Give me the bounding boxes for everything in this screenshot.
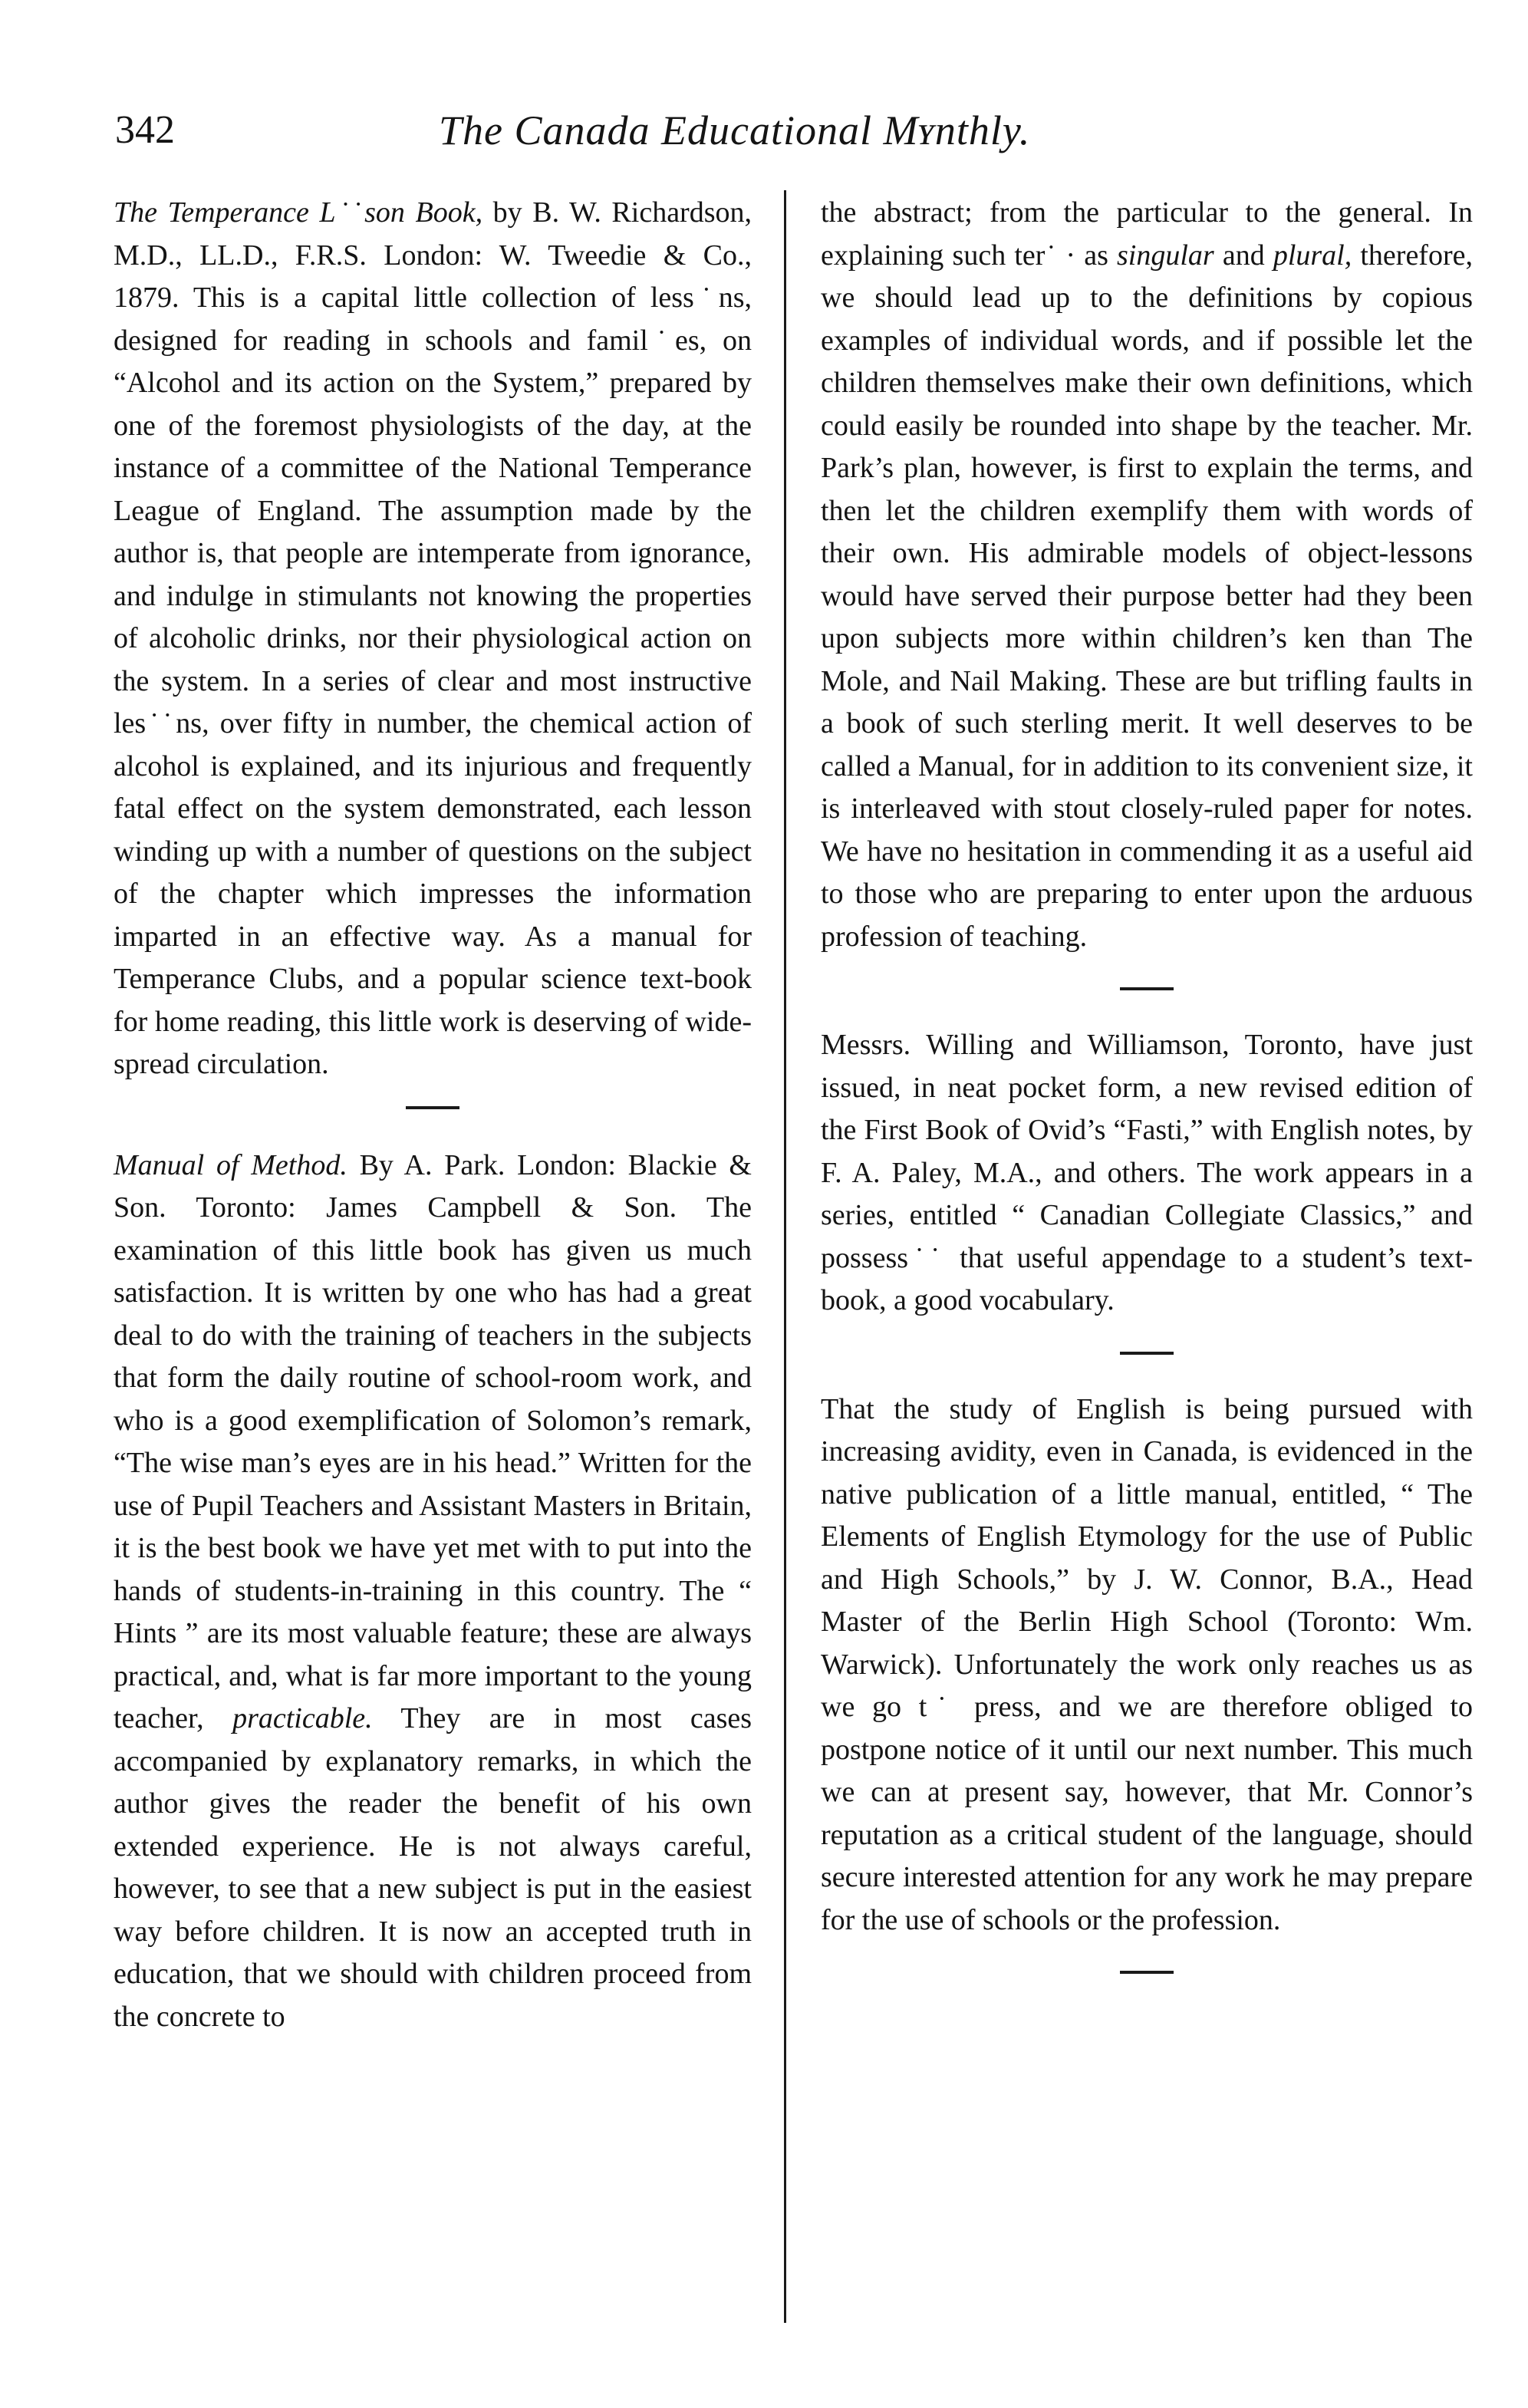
section-divider <box>1120 987 1174 990</box>
running-title: The Canada Educational Mʏnthly. <box>439 107 1031 153</box>
review-manual-of-method <box>114 1145 752 2039</box>
column-divider <box>784 190 786 2323</box>
page-number: 342 <box>115 108 175 152</box>
page-header <box>115 104 1166 157</box>
notice-ovid-fasti: Messrs. Willing and Williamson, Toronto, have just issued, in neat pocket form, a new revised edition of the First Book of Ovid’s “Fasti,” with English notes, by F. A. Paley, M.A., and others. The work appears in a series, entitled “ Canadian Collegiate Classics,” and possess˙˙ that useful appendage to a student’s text-book, a good vocabulary. <box>821 1029 1473 1316</box>
review-text: By A. Park. London: Blackie & Son. Toronto: James Campbell & Son. The examination of this little book has given us much satisfaction. It is written by one who has had a great deal to do with the training of teachers in the subjects that form the daily routine of school-room work, and who is a good exemplification of Solomon’s remark, “The wise man’s eyes are in his head.” Written for the use of Pupil Teachers and Assistant Masters in Britain, it is the best book we have yet met with to put into the hands of students-in-training in this country. The “ Hints ” are its most valuable feature; these are always practical, and, what is far more important to the young teacher, <box>114 1148 752 1734</box>
review-text-continued: They are in most cases accompanied by explanatory remarks, in which the author gives the reader the benefit of his own extended experience. He is not always careful, however, to see that a new subject is put in the easiest way before children. It is now an accepted truth in education, that we should with children proceed from the concrete to <box>114 1702 752 2033</box>
emphasis-word: singular <box>1117 239 1214 272</box>
section-divider <box>1120 1352 1174 1355</box>
right-column <box>821 192 1473 2008</box>
section-divider <box>406 1106 459 1109</box>
book-title: Manual of Method. <box>114 1148 347 1181</box>
emphasis-word: plural, <box>1273 239 1352 272</box>
emphasis-word: practicable. <box>232 1702 373 1734</box>
section-divider <box>1120 1971 1174 1974</box>
review-text: therefore, we should lead up to the definitions by copious examples of individual words, and if possible let the children themselves make their own definitions, which could easily be rounded into shape by the teacher. Mr. Park’s plan, however, is first to explain the terms, and then let the children exemplify them with words of their own. His admirable models of object-lessons would have served their purpose better had they been upon subjects more within children’s ken than The Mole, and Nail Making. These are but trifling faults in a book of such sterling merit. It well deserves to be called a Manual, for in addition to its convenient size, it is interleaved with stout closely-ruled paper for notes. We have no hesitation in commending it as a useful aid to those who are preparing to enter upon the arduous profession of teaching. <box>821 239 1473 953</box>
notice-english-etymology: That the study of English is being pursued with increasing avidity, even in Canada, is evidenced in the native publication of a little manual, entitled, “ The Elements of English Etymology for the use of Public and High Schools,” by J. W. Connor, B.A., Head Master of the Berlin High School (Toronto: Wm. Warwick). Unfortunately the work only reaches us as we go t˙ press, and we are therefore obliged to postpone notice of it until our next number. This much we can at present say, however, that Mr. Connor’s reputation as a critical student of the language, should secure interested attention for any work he may prepare for the use of schools or the profession. <box>821 1392 1473 1936</box>
book-title: The Temperance L˙˙son Book, <box>114 196 483 229</box>
review-text: and <box>1214 239 1273 272</box>
review-temperance-lesson-book <box>114 192 752 1086</box>
review-text: the abstract; from the particular to the general. In explaining such ter˙ · as <box>821 196 1473 272</box>
left-column <box>114 192 752 2038</box>
review-continuation <box>821 192 1473 958</box>
review-text: by B. W. Richardson, M.D., LL.D., F.R.S. London: W. Tweedie & Co., 1879. This is a capital little collection of less˙ns, designed for reading in schools and famil˙es, on “Alcohol and its action on the System,” prepared by one of the foremost physiologists of the day, at the instance of a committee of the National Temperance League of England. The assumption made by the author is, that people are intemperate from ignorance, and indulge in stimulants not knowing the properties of alcoholic drinks, nor their physiological action on the system. In a series of clear and most instructive les˙˙ns, over fifty in number, the chemical action of alcohol is explained, and its injurious and frequently fatal effect on the system demonstrated, each lesson winding up with a number of questions on the subject of the chapter which impresses the information imparted in an effective way. As a manual for Temperance Clubs, and a popular science text-book for home reading, this little work is deserving of wide-spread circulation. <box>114 196 752 1080</box>
